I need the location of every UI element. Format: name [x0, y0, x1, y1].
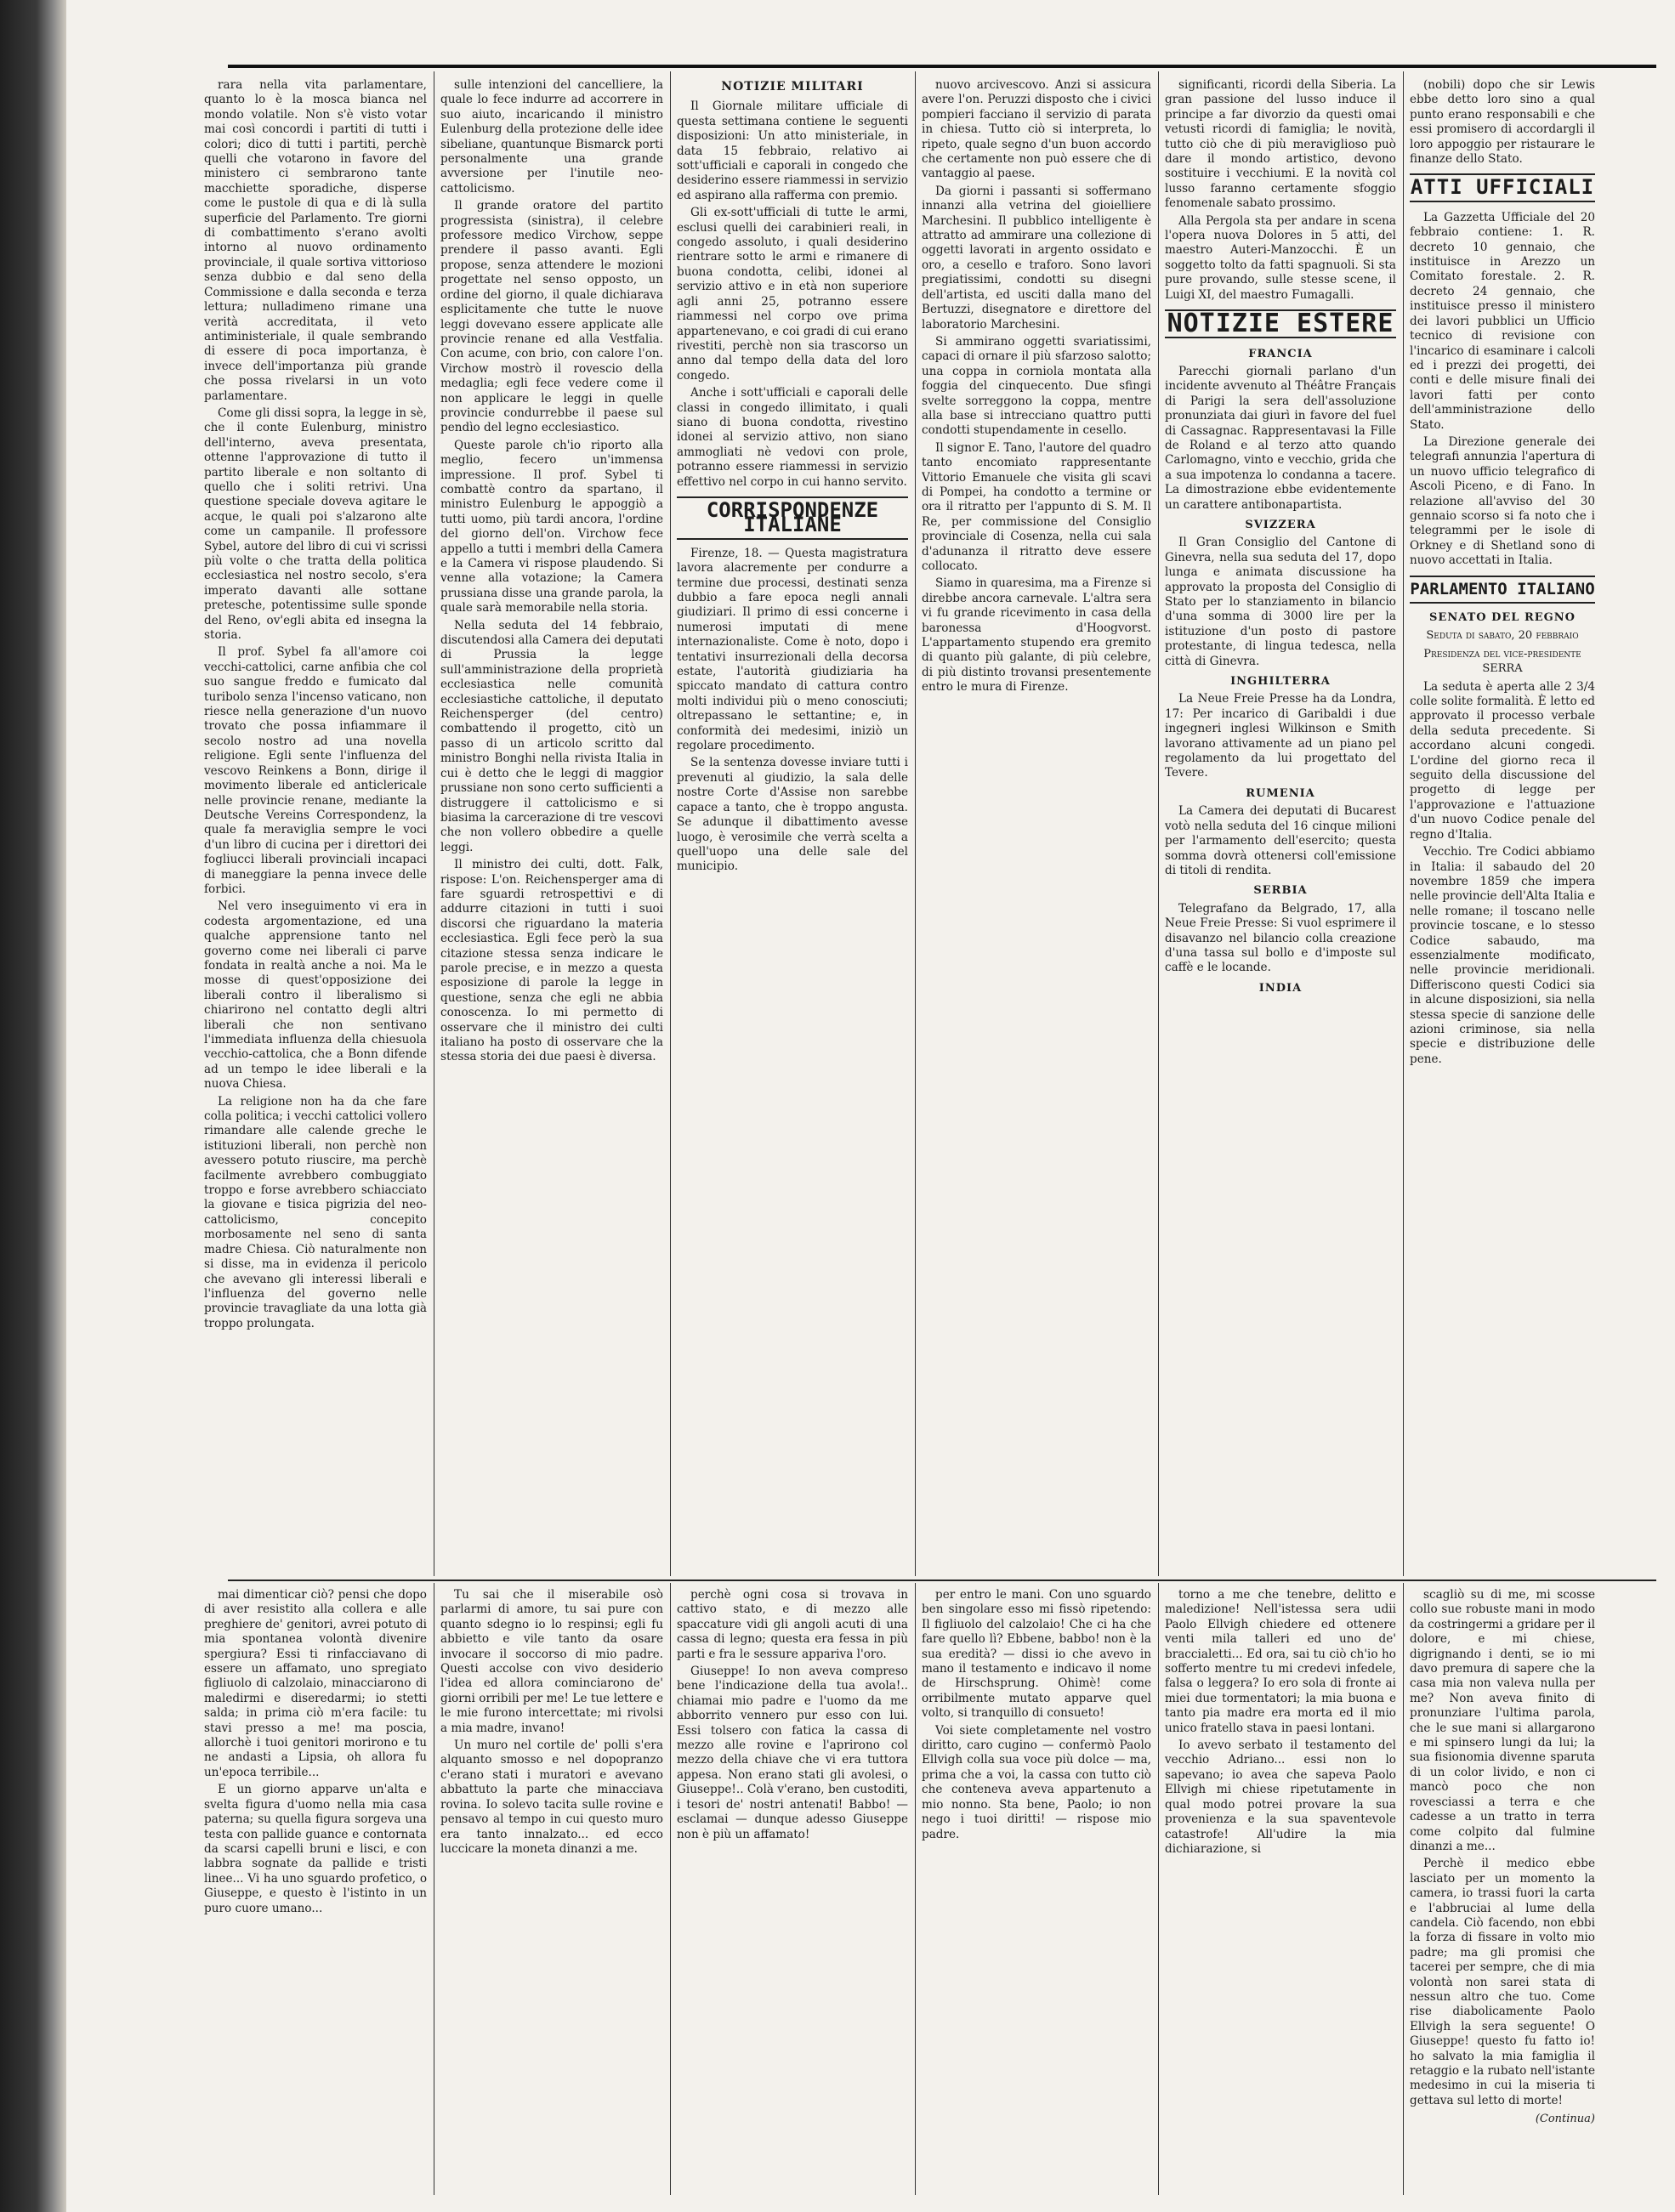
paragraph: mai dimenticar ciò? pensi che dopo di aver resistito alla collera e alle preghiere de' genitori, avrei potuto di mia spontanea volontà divenire spergiura? Essi ti rinfacciavano di essere un affamato, uno spregiato figliuolo di calzolaio, minacciarono di maledirmi e diseredarmi; io stetti salda; in prima ciò m'era facile: tu stavi presso a me! ma poscia, allorchè i tuoi genitori morirono e tu ne andasti a Lipsia, oh allora fu un'epoca terribile... — [204, 1588, 427, 1779]
country-heading: SVIZZERA — [1245, 518, 1316, 531]
paragraph: Il grande oratore del partito progressista (sinistra), il celebre professore medico Virchow, seppe prendere il passo avanti. Egli propose, senza attendere le mozioni progettate nel senso opposto, un ordine del giorno, il quale dichiarava esplicitamente che tutte le nuove leggi dovevano essere applicate alle provincie renane ed alla Vestfalia. Con acume, con brio, con calore l'on. Virchow mostrò il rovescio della medaglia; egli fece vedere come il non applicare le leggi in quelle provincie condurrebbe il paese sul pendìo del legno ecclesiastico. — [440, 199, 663, 435]
feuilleton-column-6 — [1410, 1588, 1595, 2192]
column-rule — [1158, 1583, 1159, 2195]
paragraph: Da giorni i passanti si soffermano innanzi alla vetrina del gioielliere Marchesini. Il pubblico intelligente è attratto ad ammirare una collezione di oggetti lavorati in argento ossidato e oro, a cesello e traforo. Sono lavori pregiatissimi, condotti su disegni dell'artista, ed usciti dalla mano del Bertuzzi, disegnatore e direttore del laboratorio Marchesini. — [922, 184, 1151, 332]
paragraph: torno a me che tenebre, delitto e maledizione! Nell'istessa sera udii Paolo Ellvigh chiedere ed ottenere venti mila talleri ed uno de' braccialetti... Ed ora, sai tu ciò ch'io ho sofferto mentre tu mi credevi infedele, falsa o leggera? Io ero sola di fronte ai miei due tormentatori; la mia buona e tanto pia madre era morta ed il mio unico fratello stava in paesi lontani. — [1165, 1588, 1396, 1735]
section-heading-official: ATTI UFFICIALI — [1410, 173, 1595, 201]
paragraph: Tu sai che il miserabile osò parlarmi di amore, tu sai pure con quanto sdegno io lo respinsi; egli fu abbietto e vile tanto da osare invocare il soccorso di mio padre. Questi accolse con vivo desiderio l'idea ed allora cominciarono de' giorni orribili per me! Le tue lettere e le mie furono intercettate; mi rivolsi a mia madre, invano! — [440, 1588, 663, 1735]
paragraph: Un muro nel cortile de' polli s'era alquanto smosso e nel dopopranzo c'erano stati i muratori e avevano abbattuto la parte che minacciava rovina. Io solevo tacita sulle rovine e pensavo al tempo in cui questo muro era tanto innalzato... ed ecco luccicare la moneta dinanzi a me. — [440, 1738, 663, 1856]
paragraph: sulle intenzioni del cancelliere, la quale lo fece indurre ad accorrere in suo aiuto, incaricando il ministro Eulenburg della protezione delle idee sibeliane, quantunque Bismarck porti personalmente una grande avversione per l'inutile neo-cattolicismo. — [440, 78, 663, 196]
paragraph: Se la sentenza dovesse inviare tutti i prevenuti al giudizio, la sala delle nostre Corte d'Assise non sarebbe capace a tanto, che è troppo angusta. Se adunque il dibattimento avesse luogo, è verosimile che verrà scelta a quell'uopo una delle sale del municipio. — [677, 756, 908, 874]
continued-note: (Continua) — [1535, 2113, 1595, 2126]
paragraph: E un giorno apparve un'alta e svelta figura d'uomo nella mia casa paterna; su quella figura sorgeva una testa con pallide guance e contornata da scarsi capelli bruni e lisci, e con labbra sognate da pallide e tristi linee... Vi ha uno sguardo profetico, o Giuseppe, e questo è l'istinto in un puro cuore umano... — [204, 1783, 427, 1915]
paragraph: Giuseppe! Io non aveva compreso bene l'indicazione della tua avola!.. chiamai mio padre e l'uomo da me abborrito vennero pur esso con lui. Essi tolsero con fatica la cassa di mezzo alle rovine e l'aprirono col mezzo della chiave che vi era tuttora appesa. Non erano stati gli avolesi, o Giuseppe!.. Colà v'erano, ben custoditi, i tesori de' nostri antenati! Babbo! — esclamai — dunque adesso Giuseppe non è più un affamato! — [677, 1665, 908, 1841]
paragraph: per entro le mani. Con uno sguardo ben singolare esso mi fissò ripetendo: Il figliuolo del calzolaio! Che ci ha che fare quello lì? Ebbene, babbo! non è la sua eredità? — dissi io che avevo in mano il testamento e indicavo il nome de Hirschsprung. Ohimè! come orribilmente mutato apparve quel volto, si tranquillo di consueto! — [922, 1588, 1151, 1721]
feuilleton-column-5 — [1165, 1588, 1396, 2192]
column-rule — [670, 71, 671, 1576]
paragraph: Il signor E. Tano, l'autore del quadro tanto encomiato rappresentante Vittorio Emanuele che visita gli scavi di Pompei, ha condotto a termine or ora il ritratto per l'appunto di S. M. Il Re, per commissione del Consiglio provinciale di Cosenza, nella cui sala d'adunanza il ritratto deve essere collocato. — [922, 440, 1151, 573]
feuilleton-rule — [228, 1580, 1656, 1581]
presidency-line: Presidenza del vice-presidente SERRA — [1423, 647, 1581, 676]
paragraph: Queste parole ch'io riporto alla meglio, fecero un'immensa impressione. Il prof. Sybel ti combattè contro da spartano, il ministro Eulenburg le appoggiò a tutti uomo, più tardi ancora, l'ordine del giorno dell'on. Virchow fece appello a tutti i membri della Camera e la Camera vi rispose plaudendo. Si venne alla votazione; la Camera prussiana disse una grande parola, la quale sarà memorabile nella storia. — [440, 438, 663, 615]
paragraph: Il Gran Consiglio del Cantone di Ginevra, nella sua seduta del 17, dopo lunga e animata discussione ha approvato la proposta del Consiglio di Stato per lo stanziamento in bilancio d'una somma di 3000 lire per la istituzione d'un posto di pastore protestante, di lingua tedesca, nella città di Ginevra. — [1165, 536, 1396, 668]
paragraph: La seduta è aperta alle 2 3/4 colle solite formalità. È letto ed approvato il processo verbale della seduta precedente. Si accordano alcuni congedi. L'ordine del giorno reca il seguito della discussione del progetto di legge per l'approvazione e l'attuazione d'un nuovo Codice penale del regno d'Italia. — [1410, 679, 1595, 842]
column-3 — [677, 78, 908, 1574]
paragraph: Anche i sott'ufficiali e caporali delle classi in congedo illimitato, i quali siano di buona condotta, rivestino idonei al servizio attivo, non siano ammogliati nè vedovi con prole, potranno essere riammessi in servizio effettivo nel corpo in cui hanno servito. — [677, 386, 908, 489]
paragraph: scagliò su di me, mi scosse collo sue robuste mani in modo da costringermi a gridare per il dolore, e mi chiese, digrignando i denti, se io mi davo premura di sapere che la casa mia non valeva nulla per me? Non aveva finito di pronunziare l'ultima parola, che le sue mani si allargarono e mi spinsero lungi da lui; la sua fisionomia divenne sparuta di un color livido, e non ci mancò poco che non rovesciassi a terra e che cadesse a un tratto in terra come colpito dal fulmine dinanzi a me... — [1410, 1588, 1595, 1853]
section-heading-parliament: PARLAMENTO ITALIANO — [1410, 576, 1595, 604]
column-5 — [1165, 78, 1396, 1574]
section-heading-military: NOTIZIE MILITARI — [721, 80, 864, 94]
column-1 — [204, 78, 427, 1574]
paragraph: nuovo arcivescovo. Anzi si assicura avere l'on. Peruzzi disposto che i civici pompieri facciano il servizio di parata in chiesa. Tutto ciò si interpreta, lo ripeto, quale segno d'un buon accordo che certamente non può essere che di vantaggio al paese. — [922, 78, 1151, 181]
paragraph: Il prof. Sybel fa all'amore coi vecchi-cattolici, carne anfibia che col suo sangue freddo e fumicato dal turibolo senza l'incenso vaticano, non riesce nella generazione d'un nuovo trovato che possa infiammare il secolo nostro ad una novella religione. Egli sente l'influenza del vescovo Reinkens a Bonn, dirige il movimento liberale ed anticlericale nelle provincie renane, mediante la Deutsche Vereins Correspondenz, la quale fa meraviglia sempre le voci d'un libro di cucina per i direttori dei fogliucci liberali provinciali incapaci di maneggiare la penna invece delle forbici. — [204, 645, 427, 896]
paragraph: Gli ex-sott'ufficiali di tutte le armi, esclusi quelli dei carabinieri reali, in congedo assoluto, i quali desiderino rientrare sotto le armi e rimanere di buona condotta, celibi, idonei al servizio attivo e in età non superiore agli anni 25, potranno essere riammessi nel corpo ove prima appartenevano, e coi gradi di cui erano rivestiti, perchè non sia trascorso un anno dal tempo della data del loro congedo. — [677, 206, 908, 383]
feuilleton-column-2 — [440, 1588, 663, 2192]
paragraph: La religione non ha da che fare colla politica; i vecchi cattolici vollero rimandare alle calende greche le istituzioni liberali, non perchè non avessero potuto riuscire, ma perchè facilmente avrebbero combuggiato troppo e forse avrebbero schiacciato la giovane e tisica pigrizia del neo-cattolicismo, concepito morbosamente nel seno di santa madre Chiesa. Ciò naturalmente non si disse, ma in evidenza il pericolo che avevano gli interessi liberali e l'influenza del governo nelle provincie travagliate da una lotta già troppo prolungata. — [204, 1094, 427, 1330]
paragraph: Io avevo serbato il testamento del vecchio Adriano... essi non lo sapevano; io avea che sapeva Paolo Ellvigh mi chiese ripetutamente in qual modo potrei provare la sua provenienza e la sua spaventevole catastrofe! All'udire la mia dichiarazione, si — [1165, 1738, 1396, 1856]
column-4 — [922, 78, 1151, 1574]
paragraph: La Gazzetta Ufficiale del 20 febbraio contiene: 1. R. decreto 10 gennaio, che instituisce in Arezzo un Comitato forestale. 2. R. decreto 24 gennaio, che instituisce presso il ministero dei lavori pubblici un Ufficio tecnico di revisione con l'incarico di esaminare i calcoli ed i prezzi dei progetti, dei conti e delle misure finali dei lavori fatti per conto dell'amministrazione dello Stato. — [1410, 210, 1595, 432]
column-rule — [1403, 1583, 1404, 2195]
country-heading: FRANCIA — [1248, 347, 1313, 360]
paragraph: Nella seduta del 14 febbraio, discutendosi alla Camera dei deputati di Prussia la legge sull'amministrazione della proprietà ecclesiastica nelle comunità ecclesiastiche cattoliche, il deputato Reichensperger (del centro) combattendo il progetto, citò un passo di un articolo scritto dal ministro Bonghi nella rivista Italia in cui è detto che le leggi di maggior prussiane non sono certo sufficienti a distruggere il cattolicismo e si biasima la carcerazione di tre vescovi che non vollero obbedire a quelle leggi. — [440, 618, 663, 854]
session-date: Seduta di sabato, 20 febbraio — [1426, 629, 1579, 643]
paragraph: Il Giornale militare ufficiale di questa settimana contiene le seguenti disposizioni: Un atto ministeriale, in data 15 febbraio, relativo ai sott'ufficiali e caporali in congedo che desiderino essere riammessi in servizio ed aspirano alla rafferma con premio. — [677, 99, 908, 202]
paragraph: Firenze, 18. — Questa magistratura lavora alacremente per condurre a termine due processi, destinati senza dubbio a fare epoca negli annali giudiziari. Il primo di essi concerne i numerosi imputati di mene internazionaliste. Come è noto, dopo i tentativi insurrezionali della decorsa estate, l'autorità giudiziaria ha spiccato mandato di cattura contro molti individui più o meno conosciuti; oltrepassano le settantine; e, in conformità dei medesimi, iniziò un regolare procedimento. — [677, 546, 908, 753]
paragraph: Voi siete completamente nel vostro diritto, caro cugino — confermò Paolo Ellvigh colla sua voce più dolce — ma, prima che a voi, la cassa con tutto ciò che conteneva aveva appartenuto a mio nonno. Sta bene, Paolo; io non nego i tuoi diritti! — rispose mio padre. — [922, 1723, 1151, 1841]
column-rule — [1158, 71, 1159, 1576]
paragraph: perchè ogni cosa si trovava in cattivo stato, e di mezzo alle spaccature vidi gli angoli acuti di una cassa di legno; questa era fessa in più parti e fra le sessure appariva l'oro. — [677, 1588, 908, 1661]
country-heading: SERBIA — [1253, 884, 1308, 898]
book-spine-shadow — [0, 0, 66, 2212]
paragraph: La Camera dei deputati di Bucarest votò nella seduta del 16 cinque milioni per l'armamento dell'esercito; questa somma dovrà ottenersi coll'emissione di titoli di rendita. — [1165, 804, 1396, 877]
section-heading-foreign: NOTIZIE ESTERE — [1165, 309, 1396, 337]
column-rule — [915, 1583, 916, 2195]
paragraph: Alla Pergola sta per andare in scena l'opera nuova Dolores in 5 atti, del maestro Auteri-Manzocchi. È un soggetto tolto da fatti spagnuoli. Si sta pure provando, sulle stesse scene, il Luigi XI, del maestro Fumagalli. — [1165, 213, 1396, 302]
paragraph: Vecchio. Tre Codici abbiamo in Italia: il sabaudo del 20 novembre 1859 che impera nelle provincie dell'Alta Italia e nelle romane; il toscano nelle provincie toscane, e lo stesso Codice sabaudo, ma essenzialmente modificato, nelle provincie meridionali. Differiscono questi Codici sia in alcune disposizioni, sia nella stessa specie di sanzione delle azioni criminose, sia nella specie e distribuzione delle pene. — [1410, 845, 1595, 1066]
paragraph: Si ammirano oggetti svariatissimi, capaci di ornare il più sfarzoso salotto; una coppa in corniola montata alla foggia del cinquecento. Due sfingi svelte sorreggono la coppa, mentre alla base si intrecciano quattro putti condotti stupendamente in cesello. — [922, 334, 1151, 438]
feuilleton-column-4 — [922, 1588, 1151, 2192]
paragraph: La Neue Freie Presse ha da Londra, 17: Per incarico di Garibaldi i due ingegneri inglesi Wilkinson e Smith lavorano attivamente ad un piano pel regolamento da lui progettato del Tevere. — [1165, 692, 1396, 780]
paragraph: Nel vero inseguimento vi era in codesta argomentazione, ed una qualche apprensione tanto nel governo come nei liberali ci parve fondata in realtà anche a noi. Ma le mosse di quest'opposizione dei liberali contro il liberalismo si chiarirono nel contatto degli altri liberali che non sentivano l'immediata influenza della chiesuola vecchio-cattolica, che a Bonn difende ad un tempo le idee liberali e la nuova Chiesa. — [204, 899, 427, 1092]
paragraph: Il ministro dei culti, dott. Falk, rispose: L'on. Reichensperger ama di fare sguardi retrospettivi e di addurre citazioni in tutti i suoi discorsi che riguardano la materia ecclesiastica. Egli fece però la sua citazione stessa senza indicare le parole precise, e in mezzo a questa esposizione di parole la legge in questione, senza che egli ne abbia conoscenza. Io mi permetto di osservare che il ministro dei culti italiano ha posto di osservare che la stessa storia dei due paesi è diversa. — [440, 858, 663, 1064]
paragraph: (nobili) dopo che sir Lewis ebbe detto loro sino a qual punto erano responsabili e che essi promisero di accordargli il loro appoggio per ristaurare le finanze dello Stato. — [1410, 78, 1595, 167]
country-heading: INGHILTERRA — [1230, 675, 1331, 689]
paragraph: Siamo in quaresima, ma a Firenze si direbbe ancora carnevale. L'altra sera vi fu grande ricevimento in casa della baronessa d'Hoogvorst. L'appartamento stupendo era gremito di quanto più galante, di più celebre, di più distinto trovansi presentemente entro le mura di Firenze. — [922, 576, 1151, 695]
section-heading-correspondence: CORRISPONDENZE ITALIANE — [677, 496, 908, 540]
paragraph: rara nella vita parlamentare, quanto lo è la mosca bianca nel mondo volatile. Non s'è visto votar mai così concordi i partiti di tutti i colori; dico di tutti i partiti, perchè quelli che votarono in favore del ministero ci sembrarono tante macchiette sporadiche, disperse come le pustole di qua e di là sulla superficie del Parlamento. Tre giorni di combattimento s'erano avolti intorno al nuovo ordinamento provinciale, il quale sortiva vittorioso senza dubbio e dal seno della Commissione e dalla seconda e terza lettura; nulladimeno rimane una verità accreditata, il veto antiministeriale, il quale sembrando di essere di poca importanza, è invece dell'importanza più grande che possa rivelarsi in un voto parlamentare. — [204, 78, 427, 403]
paragraph: La Direzione generale dei telegrafi annunzia l'apertura di un nuovo ufficio telegrafico di Ascoli Piceno, e di Fano. In relazione all'avviso del 30 gennaio scorso si fa noto che i telegrammi per le isole di Orkney e di Shetland sono di nuovo accettati in Italia. — [1410, 434, 1595, 568]
column-rule — [1403, 71, 1404, 1576]
paragraph: Parecchi giornali parlano d'un incidente avvenuto al Théâtre Français di Parigi la sera dell'assoluzione pronunziata dai giurì in favore del fuel di Cassagnac. Rappresentavasi la Fille de Roland e al terzo atto quando Carlomagno, vinto e vecchio, grida che a sua impotenza lo condanna a tacere. La dimostrazione ebbe evidentemente un carattere antibonapartista. — [1165, 364, 1396, 512]
feuilleton-column-1 — [204, 1588, 427, 2192]
column-2 — [440, 78, 663, 1574]
top-rule — [228, 65, 1656, 68]
paragraph: significanti, ricordi della Siberia. La gran passione del lusso induce il principe a far divorzio da questi omai vetusti ricordi di famiglia; le novità, tutto ciò che di più meraviglioso può dare il mondo artistico, devono sostituire i vecchiumi. E la novità col lusso faranno certamente sfoggio fenomenale sabato prossimo. — [1165, 78, 1396, 211]
column-rule — [670, 1583, 671, 2195]
paragraph: Telegrafano da Belgrado, 17, alla Neue Freie Presse: Si vuol esprimere il disavanzo nel bilancio colla creazione d'una tassa sul bollo e d'imposte sul caffè e le locande. — [1165, 901, 1396, 975]
country-heading: RUMENIA — [1246, 786, 1315, 800]
country-heading: INDIA — [1258, 981, 1303, 995]
paragraph: Perchè il medico ebbe lasciato per un momento la camera, io trassi fuori la carta e l'abbruciai al lume della candela. Ciò facendo, non ebbi la forza di fissare in volto mio padre; ma gli promisi che tacerei per sempre, che di mia volontà non sarei stata di nessun altro che tuo. Come rise diabolicamente Paolo Ellvigh la sera seguente! O Giuseppe! questo fu fatto io! ho salvato la mia famiglia il retaggio e la rubato nell'istante medesimo in cui la miseria ti gettava sul letto di morte! — [1410, 1857, 1595, 2107]
column-rule — [915, 71, 916, 1576]
feuilleton-column-3 — [677, 1588, 908, 2192]
paragraph: Come gli dissi sopra, la legge in sè, che il conte Eulenburg, ministro dell'interno, aveva presentata, ottenne l'approvazione di tutto il partito liberale e non soltanto di quello che i soliti retrivi. Una questione speciale doveva agitare le acque, le quali poi s'alzarono alte come un campanile. Il professore Sybel, autore del libro di cui vi scrissi più volte o che tratta della politica ecclesiastica nel nostro secolo, s'era imperato davanti alle sottane pretesche, potentissime sulle sponde del Reno, ov'egli abita ed insegna la storia. — [204, 406, 427, 643]
senate-heading: SENATO DEL REGNO — [1429, 611, 1576, 624]
column-6 — [1410, 78, 1595, 1574]
